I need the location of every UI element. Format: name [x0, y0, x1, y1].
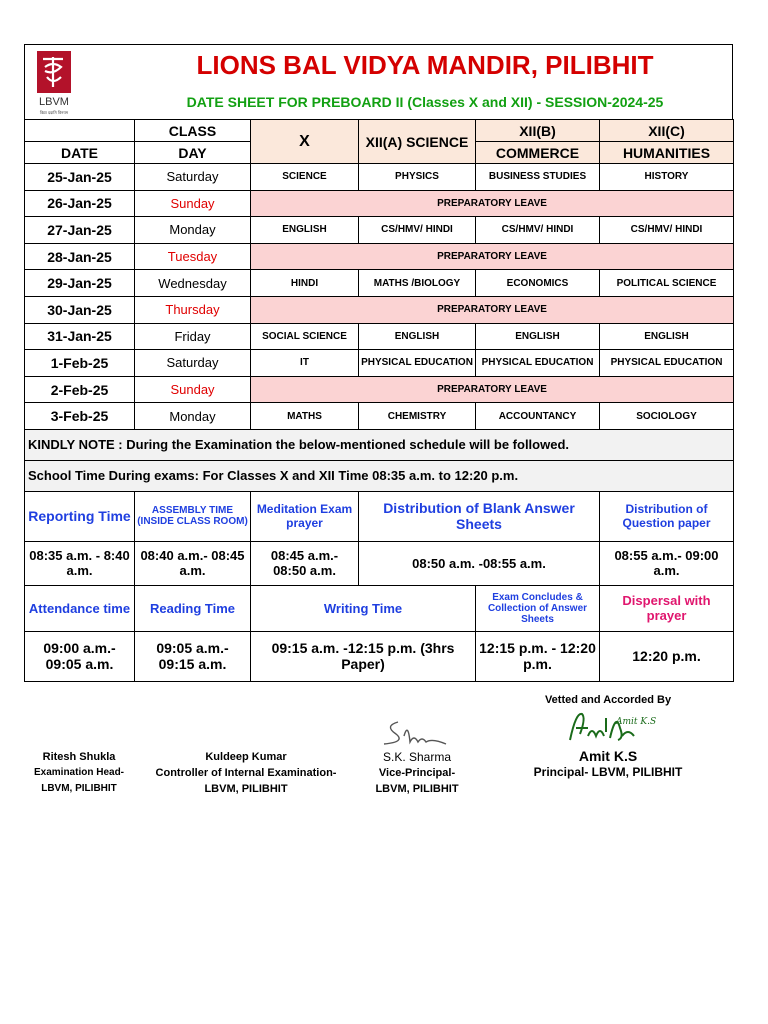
day-cell: Friday	[135, 323, 251, 350]
col-xii-c-top: XII(C)	[600, 120, 734, 142]
day-cell: Tuesday	[135, 243, 251, 270]
subject-xii-a: MATHS /BIOLOGY	[359, 270, 476, 297]
date-cell: 28-Jan-25	[25, 243, 135, 270]
exam-table	[24, 119, 734, 682]
question-paper-label: Distribution of Question paper	[600, 491, 734, 541]
col-xii-a: XII(A) SCIENCE	[359, 120, 476, 164]
dispersal-label: Dispersal with prayer	[600, 585, 734, 631]
table-row	[25, 323, 734, 350]
subject-xii-b: CS/HMV/ HINDI	[476, 217, 600, 244]
col-xii-c-bottom: HUMANITIES	[600, 142, 734, 164]
sheet-subtitle: DATE SHEET FOR PREBOARD II (Classes X and XII) - SESSION-2024-25	[186, 94, 664, 110]
question-paper-time: 08:55 a.m.- 09:00 a.m.	[600, 541, 734, 585]
concludes-label: Exam Concludes & Collection of Answer Sheets	[476, 585, 600, 631]
subject-xii-a: CHEMISTRY	[359, 403, 476, 430]
date-header: DATE	[25, 142, 135, 164]
assembly-label: ASSEMBLY TIME (INSIDE CLASS ROOM)	[135, 491, 251, 541]
table-row	[25, 190, 734, 217]
subject-xii-c: HISTORY	[600, 164, 734, 191]
table-row	[25, 403, 734, 430]
reading-time: 09:05 a.m.- 09:15 a.m.	[135, 631, 251, 681]
reporting-label: Reporting Time	[25, 491, 135, 541]
writing-time: 09:15 a.m. -12:15 p.m. (3hrs Paper)	[251, 631, 476, 681]
subject-xii-b: BUSINESS STUDIES	[476, 164, 600, 191]
date-cell: 2-Feb-25	[25, 376, 135, 403]
date-cell: 25-Jan-25	[25, 164, 135, 191]
subject-xii-c: CS/HMV/ HINDI	[600, 217, 734, 244]
date-cell: 3-Feb-25	[25, 403, 135, 430]
subject-xii-c: ENGLISH	[600, 323, 734, 350]
subject-x: HINDI	[251, 270, 359, 297]
school-title: LIONS BAL VIDYA MANDIR, PILIBHIT	[196, 50, 654, 80]
subject-xii-b: ENGLISH	[476, 323, 600, 350]
date-sheet	[24, 44, 733, 682]
table-row	[25, 296, 734, 323]
svg-text:LBVM: LBVM	[39, 96, 69, 108]
signatory-4: Amit K.S Principal- LBVM, PILIBHIT	[533, 748, 683, 779]
preparatory-leave-cell: PREPARATORY LEAVE	[251, 376, 734, 403]
day-cell: Thursday	[135, 296, 251, 323]
preparatory-leave-cell: PREPARATORY LEAVE	[251, 190, 734, 217]
signatory-1: Ritesh Shukla Examination Head- LBVM, PILIBHIT	[33, 751, 125, 794]
writing-label: Writing Time	[251, 585, 476, 631]
date-cell: 1-Feb-25	[25, 350, 135, 377]
reading-label: Reading Time	[135, 585, 251, 631]
day-cell: Saturday	[135, 164, 251, 191]
subject-x: SOCIAL SCIENCE	[251, 323, 359, 350]
attendance-label: Attendance time	[25, 585, 135, 631]
reporting-time: 08:35 a.m. - 8:40 a.m.	[25, 541, 135, 585]
table-row	[25, 270, 734, 297]
svg-text:Amit K.S: Amit K.S	[616, 717, 657, 727]
meditation-time: 08:45 a.m.- 08:50 a.m.	[251, 541, 359, 585]
kindly-note: KINDLY NOTE : During the Examination the below-mentioned schedule will be followed.	[25, 429, 734, 460]
school-time-note: School Time During exams: For Classes X and XII Time 08:35 a.m. to 12:20 p.m.	[25, 460, 734, 491]
subject-xii-a: PHYSICAL EDUCATION	[359, 350, 476, 377]
vetted-label: Vetted and Accorded By	[544, 694, 672, 706]
meditation-label: Meditation Exam prayer	[251, 491, 359, 541]
school-logo	[33, 49, 79, 117]
assembly-time: 08:40 a.m.- 08:45 a.m.	[135, 541, 251, 585]
date-cell: 26-Jan-25	[25, 190, 135, 217]
subject-xii-c: POLITICAL SCIENCE	[600, 270, 734, 297]
day-cell: Sunday	[135, 190, 251, 217]
day-cell: Sunday	[135, 376, 251, 403]
subject-x: ENGLISH	[251, 217, 359, 244]
date-cell: 27-Jan-25	[25, 217, 135, 244]
date-cell: 29-Jan-25	[25, 270, 135, 297]
table-row	[25, 350, 734, 377]
table-row	[25, 376, 734, 403]
subject-xii-a: PHYSICS	[359, 164, 476, 191]
subject-x: SCIENCE	[251, 164, 359, 191]
concludes-time: 12:15 p.m. - 12:20 p.m.	[476, 631, 600, 681]
header	[24, 44, 733, 119]
svg-text:विद्या ददाति विनयम: विद्या ददाति विनयम	[39, 110, 69, 115]
subject-xii-c: SOCIOLOGY	[600, 403, 734, 430]
principal-signature	[566, 706, 657, 746]
subject-xii-a: CS/HMV/ HINDI	[359, 217, 476, 244]
date-cell: 31-Jan-25	[25, 323, 135, 350]
vice-principal-signature	[378, 716, 458, 750]
blank-sheets-label: Distribution of Blank Answer Sheets	[359, 491, 600, 541]
day-cell: Saturday	[135, 350, 251, 377]
subject-x: IT	[251, 350, 359, 377]
col-xii-b-bottom: COMMERCE	[476, 142, 600, 164]
attendance-time: 09:00 a.m.- 09:05 a.m.	[25, 631, 135, 681]
col-x: X	[251, 120, 359, 164]
subject-x: MATHS	[251, 403, 359, 430]
table-row	[25, 243, 734, 270]
subject-xii-b: ECONOMICS	[476, 270, 600, 297]
table-row	[25, 164, 734, 191]
col-xii-b-top: XII(B)	[476, 120, 600, 142]
blank-sheets-time: 08:50 a.m. -08:55 a.m.	[359, 541, 600, 585]
day-cell: Monday	[135, 217, 251, 244]
day-cell: Wednesday	[135, 270, 251, 297]
signatory-2: Kuldeep Kumar Controller of Internal Examination- LBVM, PILIBHIT	[155, 751, 337, 795]
table-row	[25, 217, 734, 244]
day-header: DAY	[135, 142, 251, 164]
subject-xii-b: PHYSICAL EDUCATION	[476, 350, 600, 377]
subject-xii-a: ENGLISH	[359, 323, 476, 350]
preparatory-leave-cell: PREPARATORY LEAVE	[251, 296, 734, 323]
dispersal-time: 12:20 p.m.	[600, 631, 734, 681]
date-cell: 30-Jan-25	[25, 296, 135, 323]
subject-xii-c: PHYSICAL EDUCATION	[600, 350, 734, 377]
class-header: CLASS	[135, 120, 251, 142]
preparatory-leave-cell: PREPARATORY LEAVE	[251, 243, 734, 270]
subject-xii-b: ACCOUNTANCY	[476, 403, 600, 430]
day-cell: Monday	[135, 403, 251, 430]
signatory-3: S.K. Sharma Vice-Principal- LBVM, PILIBHIT	[375, 750, 459, 795]
